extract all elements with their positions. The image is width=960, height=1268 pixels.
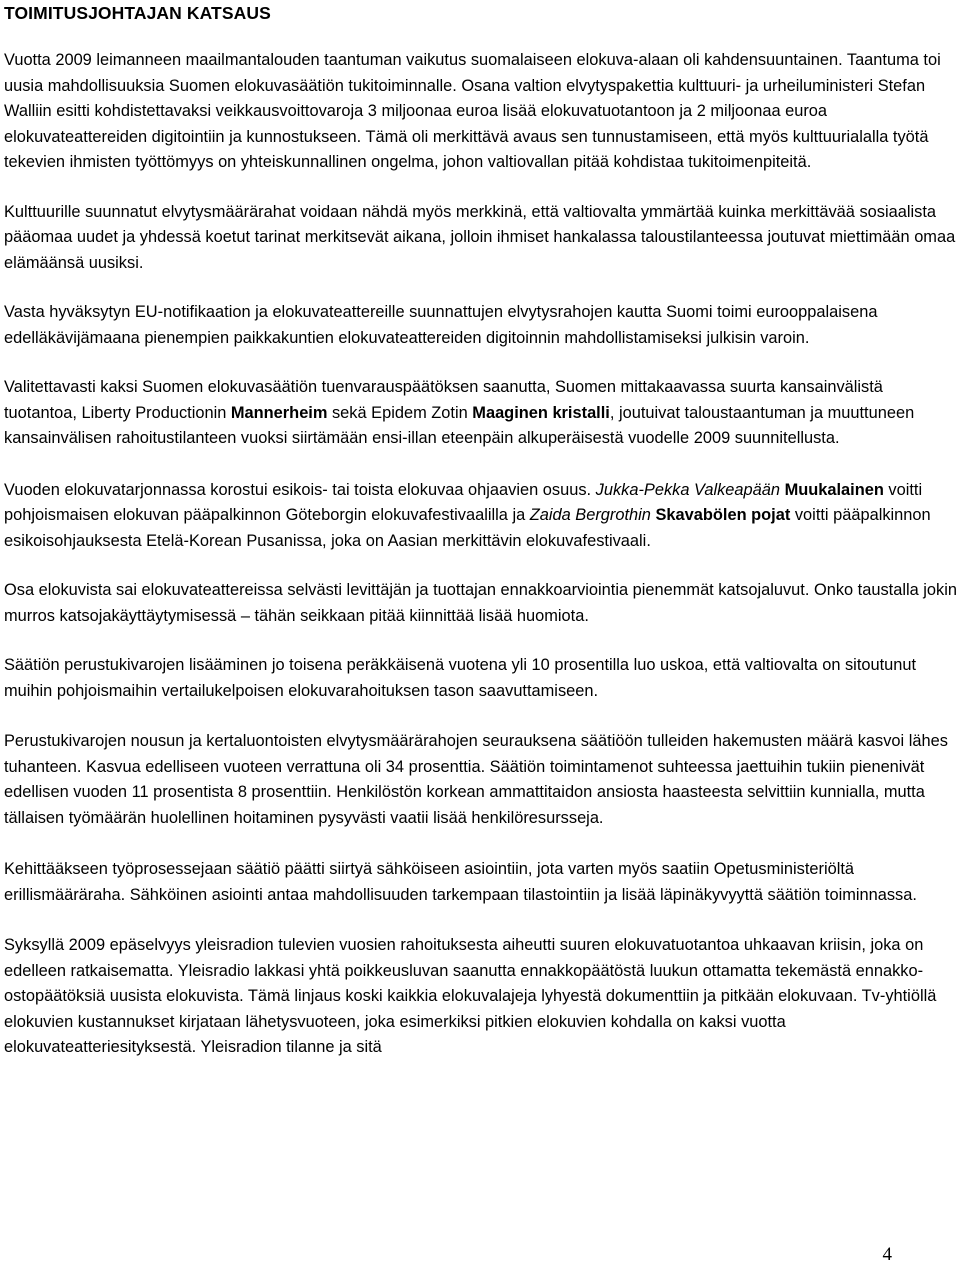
bold-title-run: Muukalainen: [784, 480, 884, 499]
text-run: Kulttuurille suunnatut elvytysmäärärahat voidaan nähdä myös merkkinä, että valtiovalta ymmärtää kuinka merkittävää sosiaalista pääomaa uudet ja yhdessä koetut tarinat merkitsevät aikana, jolloin ihmiset hankalassa taloustilanteessa joutuvat miettimään omaa elämäänsä uusiksi.: [4, 202, 956, 272]
page-heading: TOIMITUSJOHTAJAN KATSAUS: [4, 3, 271, 23]
page-number: 4: [882, 1244, 892, 1265]
document-page: [4, 0, 958, 1061]
paragraph: [4, 48, 958, 176]
body-text: [4, 48, 958, 1061]
text-run: Osa elokuvista sai elokuvateattereissa selvästi levittäjän ja tuottajan ennakkoarviointia pienemmät katsojaluvut. Onko taustalla jokin murros katsojakäyttäytymisessä – tähän seikkaan pitää kiinnittää lisää huomiota.: [4, 581, 957, 625]
paragraph: [4, 857, 958, 908]
text-run: voitti pohjoismaisen elokuvan pääpalkinnon Göteborgin elokuvafestivaalilla ja: [4, 480, 923, 524]
paragraph: [4, 478, 958, 555]
text-run: Säätiön perustukivarojen lisääminen jo toisena peräkkäisenä vuotena yli 10 prosentilla luo uskoa, että valtiovalta on sitoutunut muihin pohjoismaihin vertailukelpoisen elokuvarahoituksen tason saavuttamiseen.: [4, 656, 917, 700]
bold-title-run: Maaginen kristalli: [472, 403, 610, 422]
text-run: Valitettavasti kaksi Suomen elokuvasäätiön tuenvarauspäätöksen saanutta, Suomen mittakaavassa suurta kansainvälistä tuotantoa, Liberty Productionin: [4, 378, 883, 422]
text-run: Syksyllä 2009 epäselvyys yleisradion tulevien vuosien rahoituksesta aiheutti suuren elokuvatuotantoa uhkaavan kriisin, joka on edelleen ratkaisematta. Yleisradio lakkasi yhtä poikkeusluvan saanutta ennakkopäätöstä luukun ottamatta tekemästä ennakko-ostopäätöksiä uusista elokuvista. Tämä linjaus koski kaikkia elokuvalajeja lyhyestä dokumenttiin ja pitkään elokuvaan. Tv-yhtiöllä elokuvien kustannukset kirjataan lähetysvuoteen, joka esimerkiksi pitkien elokuvien kohdalla on kaksi vuotta elokuvateatteriesityksestä. Yleisradion tilanne ja sitä: [4, 936, 937, 1056]
italic-name-run: Jukka-Pekka Valkeapään: [595, 480, 780, 499]
text-run: Perustukivarojen nousun ja kertaluontoisten elvytysmäärärahojen seurauksena säätiöön tulleiden hakemusten määrä kasvoi lähes tuhanteen. Kasvua edelliseen vuoteen verrattuna oli 34 prosenttia. Säätiön toimintamenot suhteessa jaettuihin tukiin pienenivät edellisen vuoden 11 prosentista 8 prosenttiin. Henkilöstön korkean ammattitaidon ansiosta haasteesta selvittiin kunnialla, mutta tällaisen työmäärän huolellinen hoitaminen pysyvästi vaatii lisää henkilöresursseja.: [4, 732, 948, 827]
paragraph: [4, 300, 958, 351]
text-run: Vuoden elokuvatarjonnassa korostui esikois- tai toista elokuvaa ohjaavien osuus.: [4, 480, 596, 499]
text-run: , joutuivat taloustaantuman ja muuttuneen kansainvälisen rahoitustilanteen vuoksi siirtämään ensi-illan eteenpäin alkuperäisestä vuodelle 2009 suunnitellusta.: [4, 403, 915, 447]
bold-title-run: Skavabölen pojat: [655, 506, 791, 524]
paragraph: [4, 933, 958, 1061]
paragraph: [4, 200, 958, 277]
italic-name-run: Zaida Bergrothin: [529, 506, 651, 524]
text-run: voitti pääpalkinnon esikoisohjauksesta Etelä-Korean Pusanissa, joka on Aasian merkittävin elokuvafestivaali.: [4, 506, 931, 550]
bold-title-run: Mannerheim: [230, 403, 328, 422]
text-run: Vasta hyväksytyn EU-notifikaation ja elokuvateattereille suunnattujen elvytysrahojen kautta Suomi toimi eurooppalaisena edelläkävijämaana pienempien paikkakuntien elokuvateattereiden digitoinnin mahdollistamiseksi julkisin varoin.: [4, 303, 878, 347]
text-run: sekä Epidem Zotin: [327, 403, 473, 422]
paragraph: [4, 653, 958, 704]
paragraph: [4, 729, 958, 831]
paragraph: [4, 375, 958, 452]
text-run: Kehittääkseen työprosessejaan säätiö päätti siirtyä sähköiseen asiointiin, jota varten myös saatiin Opetusministeriöltä erillismääräraha. Sähköinen asiointi antaa mahdollisuuden tarkempaan tilastointiin ja lisää läpinäkyvyyttä säätiön toiminnassa.: [4, 860, 917, 904]
paragraph: [4, 578, 958, 629]
text-run: Vuotta 2009 leimanneen maailmantalouden taantuman vaikutus suomalaiseen elokuva-alaan oli kahdensuuntainen. Taantuma toi uusia mahdollisuuksia Suomen elokuvasäätiön tukitoiminnalle. Osana valtion elvytyspakettia kulttuuri- ja urheiluministeri Stefan Walliin esitti kohdistettavaksi veikkausvoittovaroja 3 miljoonaa euroa lisää elokuvatuotantoon ja 2 miljoonaa euroa elokuvateattereiden digitointiin ja kunnostukseen. Tämä oli merkittävä avaus sen tunnustamiseen, että myös kulttuurialalla työtä tekevien ihmisten työttömyys on yhteiskunnallinen ongelma, johon valtiovallan pitää kohdistaa tukitoimenpiteitä.: [4, 51, 941, 171]
